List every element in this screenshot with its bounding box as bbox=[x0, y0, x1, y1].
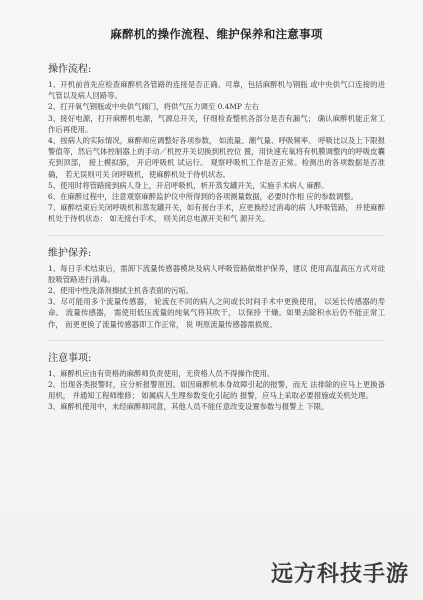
precautions-list bbox=[48, 368, 385, 413]
watermark-logo-text: 远方科技手游 bbox=[270, 562, 409, 587]
procedure-list bbox=[48, 79, 385, 225]
list-item: 5、使用时将管路接到病人身上，开启呼吸机，析开蒸发罐开关，实施手术病人 麻醉。 bbox=[48, 180, 329, 190]
section-heading-procedure: 操作流程: bbox=[48, 64, 92, 75]
list-item: 3、麻醉机使用中，未经麻醉师同意，其他人员不能任意改变设置参数与报警上 下限。 bbox=[48, 402, 329, 412]
list-item: 4、按病人的实际情况，麻醉师应调整好各项参数， 如流量、潮气量、呼吸频率、 呼吸比以及上下限报警值等，然后气体控制器上的手动／机控开关切换到机控位 置，用快速充氧将有机膜调整内的呼吸皮囊充到顶部， 接上模拟肺， 开启呼吸机 试运行。 观察呼吸机工作是否正常。检测出的各项数据是否准确， 若无误则可关 闭呼吸机，使麻醉机处于待机状态。 bbox=[48, 136, 385, 179]
list-item: 2、打开氧气钢瓶或中央供气阀门，将供气压力调至 0.4MP 左右 bbox=[48, 102, 260, 112]
maintenance-list bbox=[48, 263, 385, 330]
section-divider bbox=[48, 235, 385, 236]
list-item: 7、麻醉结束后关闭呼吸机和蒸发罐开关，如有接台手术，应更换经过消毒的病 人呼吸管路， 并使麻醉机处于待机状态： 如无接台手术， 则关闭总电源开关和气 源开关。 bbox=[48, 203, 385, 224]
section-maintenance bbox=[48, 244, 385, 330]
list-item: 2、使用中性洗涤剂擦拭主机各表面的污垢。 bbox=[48, 286, 194, 296]
list-item: 1、开机前首先应检查麻醉机各管路的连接是否正确、可靠，包括麻醉机与钢瓶 或中央供气口连接的进气管以及病人回路等。 bbox=[48, 80, 385, 101]
list-item: 3、尽可能用多个流量传感器， 轮流在不同的病人之间或长时间手术中更换使用， 以延长传感器的寿命。 流量传感器， 需使用低压流量的纯氧气将其吹干， 以保持 干燥。如果去除积水后仍不能正常工作， 而更更换了流量传感器即工作正常， 说 明原流量传感器需损废。 bbox=[48, 297, 385, 329]
list-item: 3、接好电源，打开麻醉机电源，气源总开关，仔细检查整机各部分是否有漏气； 确认麻醉机能正常工作后再使用。 bbox=[48, 113, 385, 134]
section-heading-maintenance: 维护保养: bbox=[48, 247, 92, 259]
section-divider bbox=[48, 340, 385, 341]
section-heading-precautions: 注意事项: bbox=[48, 352, 92, 364]
list-item: 6、在麻醉过程中，注意观察麻醉监护仪中所得到的各项测量数据，必要时作相 应的参数调整。 bbox=[48, 192, 359, 202]
list-item: 1、麻醉机应由有资格的麻醉师负责使用，无资格人员不得操作使用。 bbox=[48, 368, 275, 378]
document-title: 麻醉机的操作流程、维护保养和注意事项 bbox=[110, 27, 323, 41]
list-item: 2、出现各类报警时，应分析报警原因。如因麻醉机本身故障引起的报警，而无 法排除的应马上更换备用机， 并通知工程师维修； 如属病人生理参数变化引起的 报警，应马上采取必要措施或关机处理。 bbox=[48, 380, 385, 401]
section-precautions bbox=[48, 349, 385, 413]
list-item: 1、每日手术结束后，需卸下流量传感器模块及病人呼吸管路做维护保养，建议 使用高温高压方式对硅胶吸管路进行消毒。 bbox=[48, 263, 385, 284]
section-procedure bbox=[48, 60, 385, 225]
